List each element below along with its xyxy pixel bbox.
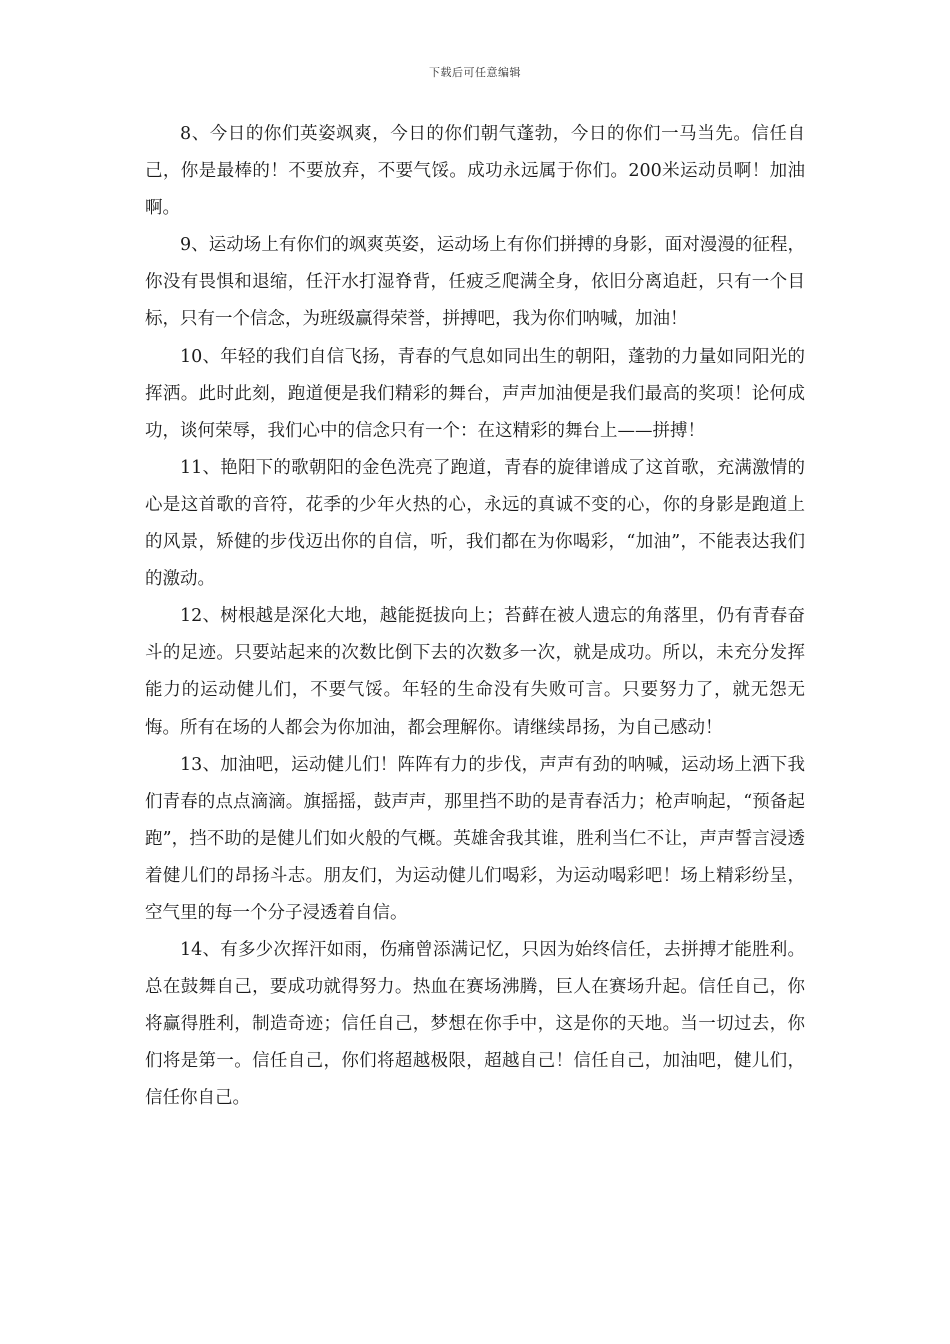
paragraph-8: 8、今日的你们英姿飒爽，今日的你们朝气蓬勃，今日的你们一马当先。信任自己，你是最棒的！不要放弃，不要气馁。成功永远属于你们。200米运动员啊！加油啊。 <box>145 124 805 219</box>
paragraph-9: 9、运动场上有你们的飒爽英姿，运动场上有你们拼搏的身影，面对漫漫的征程，你没有畏惧和退缩，任汗水打湿脊背，任疲乏爬满全身，依旧分离追赶，只有一个目标，只有一个信念，为班级赢得荣誉，拼搏吧，我为你们呐喊，加油！ <box>145 235 805 330</box>
paragraph-10: 10、年轻的我们自信飞扬，青春的气息如同出生的朝阳，蓬勃的力量如同阳光的挥洒。此时此刻，跑道便是我们精彩的舞台，声声加油便是我们最高的奖项！论何成功，谈何荣辱，我们心中的信念只有一个：在这精彩的舞台上——拼搏！ <box>145 346 805 441</box>
paragraph-11: 11、艳阳下的歌朝阳的金色洗亮了跑道，青春的旋律谱成了这首歌，充满激情的心是这首歌的音符，花季的少年火热的心，永远的真诚不变的心，你的身影是跑道上的风景，矫健的步伐迈出你的自信，听，我们都在为你喝彩，“加油”，不能表达我们的激动。 <box>145 457 805 590</box>
page-header: 下载后可任意编辑 <box>429 66 521 79</box>
document-body <box>145 116 805 1118</box>
paragraph-13: 13、加油吧，运动健儿们！阵阵有力的步伐，声声有劲的呐喊，运动场上洒下我们青春的点点滴滴。旗摇摇，鼓声声，那里挡不助的是青春活力；枪声响起，“预备起跑”，挡不助的是健儿们如火般的气概。英雄舍我其谁，胜利当仁不让，声声誓言浸透着健儿们的昂扬斗志。朋友们，为运动健儿们喝彩，为运动喝彩吧！场上精彩纷呈，空气里的每一个分子浸透着自信。 <box>145 754 805 923</box>
paragraph-12: 12、树根越是深化大地，越能挺拔向上；苔藓在被人遗忘的角落里，仍有青春奋斗的足迹。只要站起来的次数比倒下去的次数多一次，就是成功。所以，未充分发挥能力的运动健儿们，不要气馁。年轻的生命没有失败可言。只要努力了，就无怨无悔。所有在场的人都会为你加油，都会理解你。请继续昂扬，为自己感动！ <box>145 606 805 738</box>
paragraph-14: 14、有多少次挥汗如雨，伤痛曾添满记忆，只因为始终信任，去拼搏才能胜利。总在鼓舞自己，要成功就得努力。热血在赛场沸腾，巨人在赛场升起。信任自己，你将赢得胜利，制造奇迹；信任自己，梦想在你手中，这是你的天地。当一切过去，你们将是第一。信任自己，你们将超越极限，超越自己！信任自己，加油吧，健儿们，信任你自己。 <box>145 940 805 1109</box>
